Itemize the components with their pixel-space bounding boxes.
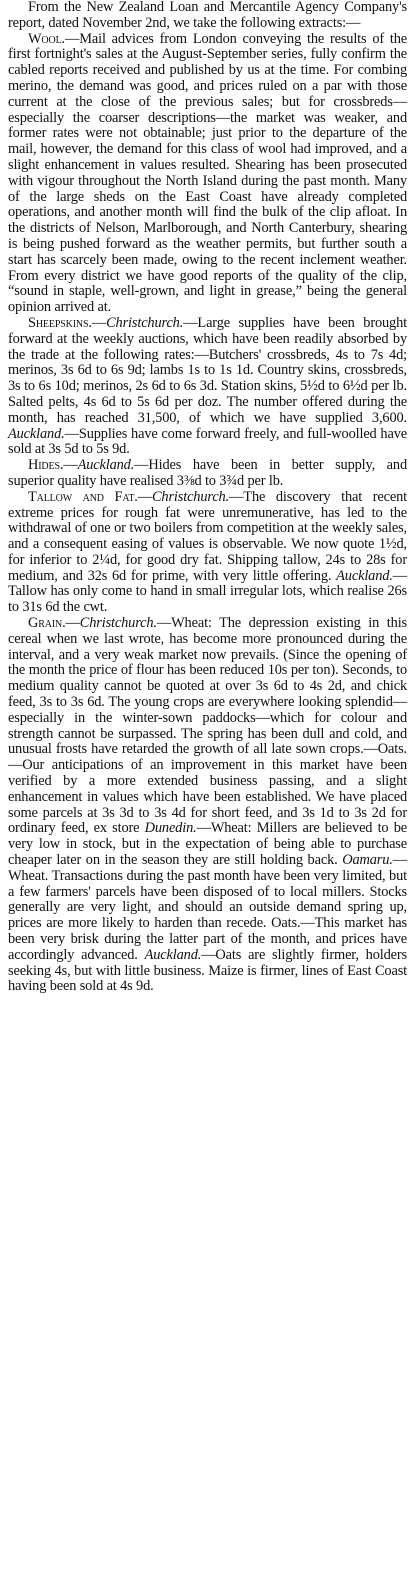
wool-paragraph <box>8 32 407 316</box>
wool-heading: Wool. <box>28 30 65 47</box>
sheepskins-place-christchurch: Christchurch. <box>106 314 184 331</box>
hides-paragraph <box>8 458 407 490</box>
wool-text: —Mail advices from London conveying the results of the first fortnight's sales at the August-September series, fully confirm the cabled reports received and published by us at the time. For combing merino, the demand was good, and prices ruled on a par with those current at the close of the previous sales; but for crossbreds—especially the coarser descriptions—the market was weaker, and former rates were not obtainable; just prior to the departure of the mail, however, the demand for this class of wool had improved, and a slight enhancement in values resulted. Shearing has been prosecuted with vigour throughout the North Island during the past month. Many of the large sheds on the East Coast have already completed operations, and another month will find the bulk of the clip afloat. In the districts of Nelson, Marlborough, and North Canterbury, shearing is being pushed forward as the weather permits, but further south a start has scarcely been made, owing to the recent inclement weather. From every district we have good reports of the quality of the clip, “sound in staple, well-grown, and light in grease,” being the general opinion arrived at. <box>8 30 407 316</box>
grain-paragraph <box>8 616 407 995</box>
sheepskins-dash: — <box>91 314 107 331</box>
sheepskins-text-christchurch: —Large supplies have been brought forward at the weekly auctions, which have been readily absorbed by the trade at the following rates:—Butchers' crossbreds, 4s to 7s 4d; merinos, 3s 6d to 6s 9d; lambs 1s to 1s 1d. Country skins, crossbreds, 3s to 6s 10d; merinos, 2s 6d to 6s 3d. Station skins, 5½d to 6½d per lb. Salted pelts, 4s 6d to 5s 6d per doz. The number offered during the month, has reached 31,500, of which we have supplied 3,600. <box>8 314 407 426</box>
sheepskins-heading: Sheepskins. <box>28 314 92 331</box>
grain-place-dunedin: Dunedin. <box>144 820 197 837</box>
intro-paragraph: From the New Zealand Loan and Mercantile Agency Company's report, dated November 2nd, we take the following extracts:— <box>8 0 407 31</box>
hides-heading: Hides. <box>28 457 64 474</box>
grain-text-christchurch: —Wheat: The depression existing in this cereal when we last wrote, has become more pronounced during the interval, and a very weak market now prevails. (Since the opening of the month the price of flour has been reduced 10s per ton). Seconds, to medium quality cannot be quoted at over 3s 6d to 4s 2d, and chick feed, 3s to 3s 6d. The young crops are everywhere looking splendid—especially in the winter-sown paddocks—which for colour and strength cannot be surpassed. The spring has been dull and cold, and unusual frosts have retarded the growth of all late sown crops.—Oats.—Our anticipations of an improvement in this market have been verified by a more extended business passing, and a slight enhancement in values which have been established. We have placed some parcels at 3s 3d to 3s 4d for short feed, and 3s 1d to 3s 2d for ordinary feed, ex store <box>8 615 407 837</box>
grain-place-christchurch: Christchurch. <box>79 615 157 632</box>
grain-text-auckland: —Oats are slightly firmer, holders seeking 4s, but with little business. Maize is firmer, lines of East Coast having been sold at 4s 9d. <box>8 946 407 995</box>
tallow-place-christchurch: Christchurch. <box>151 488 230 505</box>
tallow-text-auckland: —Tallow has only come to hand in small irregular lots, which realise 26s to 31s 6d the cwt. <box>8 567 407 616</box>
tallow-heading: Tallow and Fat. <box>28 488 138 505</box>
tallow-text-christchurch: —The discovery that recent extreme prices for rough fat were unremunerative, has led to the withdrawal of one or two boilers from competition at the weekly sales, and a consequent easing of values is observable. We now quote 1½d, for inferior to 2¼d, for good dry fat. Shipping tallow, 24s to 28s for medium, and 32s 6d for prime, with very little offering. <box>8 488 407 584</box>
grain-place-auckland: Auckland. <box>144 946 202 963</box>
sheepskins-place-auckland: Auckland. <box>8 425 65 442</box>
tallow-paragraph <box>8 490 407 616</box>
grain-text-dunedin: —Wheat: Millers are believed to be very low in stock, but in the expectation of being able to purchase cheaper later on in the season they are still holding back. <box>8 820 407 869</box>
grain-place-oamaru: Oamaru. <box>342 852 393 869</box>
grain-text-oamaru: —Wheat. Transactions during the past month have been very limited, but a few farmers' parcels have been disposed of to local millers. Stocks generally are very light, and should an outside demand spring up, prices are more likely to harden than recede. Oats.—This market has been very brisk during the latter part of the month, and prices have accordingly advanced. <box>8 852 407 963</box>
sheepskins-paragraph <box>8 316 407 458</box>
tallow-place-auckland: Auckland. <box>336 567 393 584</box>
hides-place-auckland: Auckland. <box>77 457 135 474</box>
grain-dash: — <box>65 615 80 632</box>
sheepskins-text-auckland: —Supplies have come forward freely, and full-woolled have sold at 3s 5d to 5s 9d. <box>8 425 407 458</box>
grain-heading: Grain. <box>28 615 66 632</box>
hides-text: —Hides have been in better supply, and superior quality have realised 3⅜d to 3¾d per lb. <box>8 457 407 489</box>
hides-dash: — <box>63 457 78 474</box>
tallow-dash: — <box>137 488 152 505</box>
